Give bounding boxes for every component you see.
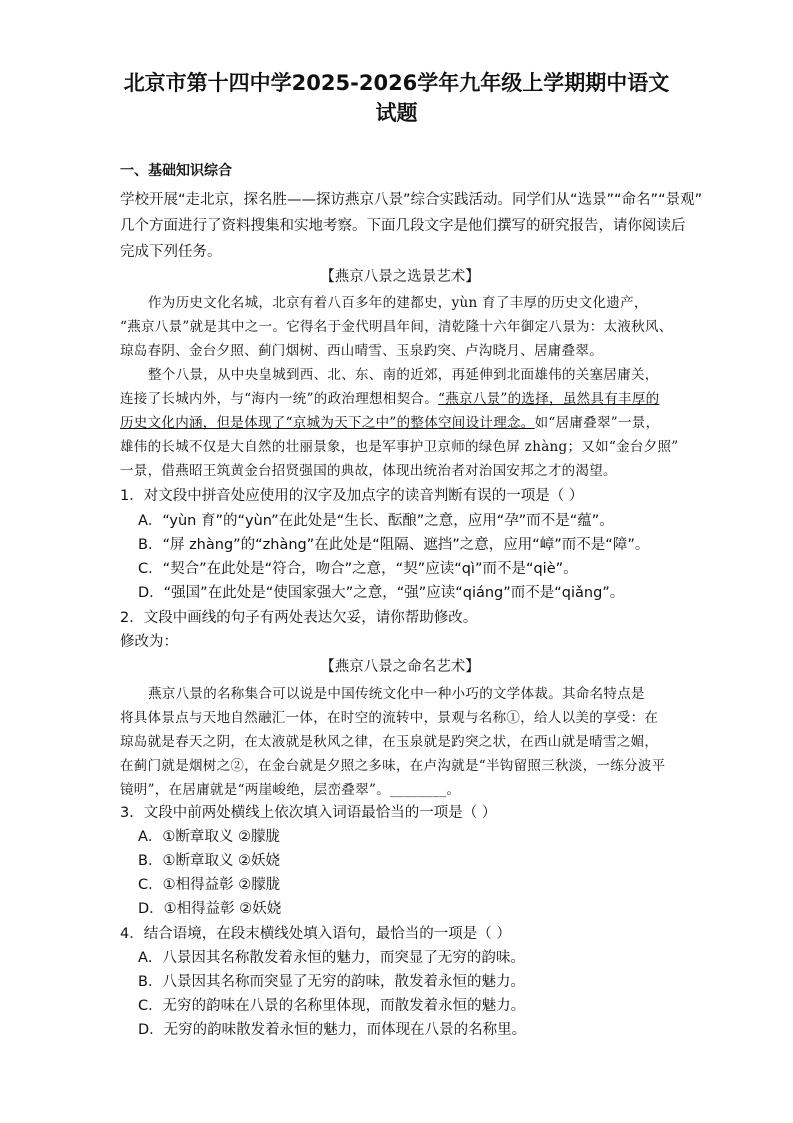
intro-line: 几个方面进行了资料搜集和实地考察。下面几段文字是他们撰写的研究报告，请你阅读后: [120, 218, 686, 234]
q3-option-a: A．①断章取义 ②朦胧: [138, 829, 281, 845]
passage-heading: 【燕京八景之选景艺术】: [320, 269, 480, 285]
passage-line: 在蓟门就是烟树之②，在金台就是夕照之多味，在卢沟就是“半钩留照三秋淡，一练分波平: [120, 758, 666, 774]
q4-option-c: C．无穷的韵味在八景的名称里体现，而散发着永恒的魅力。: [138, 998, 526, 1014]
q4-option-d: D．无穷的韵味散发着永恒的魅力，而体现在八景的名称里。: [138, 1022, 527, 1038]
question-1: 1．对文段中拼音处应使用的汉字及加点字的读音判断有误的一项是（ ）: [120, 488, 584, 504]
passage-line: [120, 411, 659, 431]
passage-line: 镜明”，在居庸就是“两崖峻绝，层峦叠翠”。________。: [120, 782, 461, 798]
passage-line: 琼岛春阴、金台夕照、蓟门烟树、西山晴雪、玉泉趵突、卢沟晓月、居庸叠翠。: [120, 343, 603, 359]
underlined-sentence: 历史文化内涵，但是体现了“京城为天下之中”的整体空间设计理念。: [120, 415, 535, 431]
q4-option-a: A．八景因其名称散发着永恒的魅力，而突显了无穷的韵味。: [138, 950, 525, 966]
question-2: 2．文段中画线的句子有两处表达欠妥，请你帮助修改。: [120, 610, 478, 626]
passage-line: [120, 387, 659, 407]
q1-option-d: D．“强国”在此处是“使国家强大”之意，“强”应读“qiáng”而不是“qiǎng”。: [138, 585, 625, 601]
passage-line: 雄伟的长城不仅是大自然的壮丽景象，也是军事护卫京师的绿色屏 zhàng；又如“金台夕照”: [120, 439, 679, 455]
intro-line: 学校开展“走北京，探名胜——探访燕京八景”综合实践活动。同学们从“选景”“命名”“景观”: [120, 192, 703, 208]
passage-line: 将具体景点与天地自然融汇一体，在时空的流转中，景观与名称①，给人以美的享受：在: [120, 710, 659, 726]
passage-line: 琼岛就是春天之阴，在太液就是秋风之律，在玉泉就是趵突之状，在西山就是晴雪之媚，: [120, 734, 659, 750]
section-heading: 一、基础知识综合: [120, 163, 232, 179]
passage-text: 如“居庸叠翠”一景，: [534, 415, 660, 431]
page-title-line2: 试题: [375, 101, 418, 125]
passage-line: “燕京八景”就是其中之一。它得名于金代明昌年间，清乾隆十六年御定八景为：太液秋风、: [120, 319, 673, 335]
passage-heading: 【燕京八景之命名艺术】: [320, 659, 480, 675]
answer-label: 修改为：: [120, 634, 178, 650]
q3-option-d: D．①相得益彰 ②妖娆: [138, 901, 282, 917]
q3-option-c: C．①相得益彰 ②朦胧: [138, 877, 281, 893]
q4-option-b: B．八景因其名称而突显了无穷的韵味，散发着永恒的魅力。: [138, 974, 525, 990]
q1-option-a: A．“yùn 育”的“yùn”在此处是“生长、酝酿”之意，应用“孕”而不是“蕴”。: [138, 513, 614, 529]
q1-option-c: C．“契合”在此处是“符合，吻合”之意，“契”应读“qì”而不是“qiè”。: [138, 561, 578, 577]
underlined-sentence: “燕京八景”的选择，虽然具有丰厚的: [438, 391, 660, 407]
question-3: 3．文段中前两处横线上依次填入词语最恰当的一项是（ ）: [120, 805, 497, 821]
question-4: 4．结合语境，在段末横线处填入语句，最恰当的一项是（ ）: [120, 926, 511, 942]
passage-line: 作为历史文化名城，北京有着八百多年的建都史，yùn 育了丰厚的历史文化遗产，: [148, 295, 648, 311]
passage-line: 燕京八景的名称集合可以说是中国传统文化中一种小巧的文学体裁。其命名特点是: [148, 686, 645, 702]
passage-line: 一景，借燕昭王筑黄金台招贤强国的典故，体现出统治者对治国安邦之才的渴望。: [120, 463, 617, 479]
passage-text: 连接了长城内外，与“海内一统”的政治理想相契合。: [120, 391, 439, 407]
q3-option-b: B．①断章取义 ②妖娆: [138, 853, 281, 869]
intro-line: 完成下列任务。: [120, 244, 222, 260]
q1-option-b: B．“屏 zhàng”的“zhàng”在此处是“阻隔、遮挡”之意，应用“嶂”而不是“障”。: [138, 537, 650, 553]
passage-line: 整个八景，从中央皇城到西、北、东、南的近郊，再延伸到北面雄伟的关塞居庸关，: [148, 367, 659, 383]
page-title-line1: 北京市第十四中学2025-2026学年九年级上学期期中语文: [123, 71, 670, 95]
